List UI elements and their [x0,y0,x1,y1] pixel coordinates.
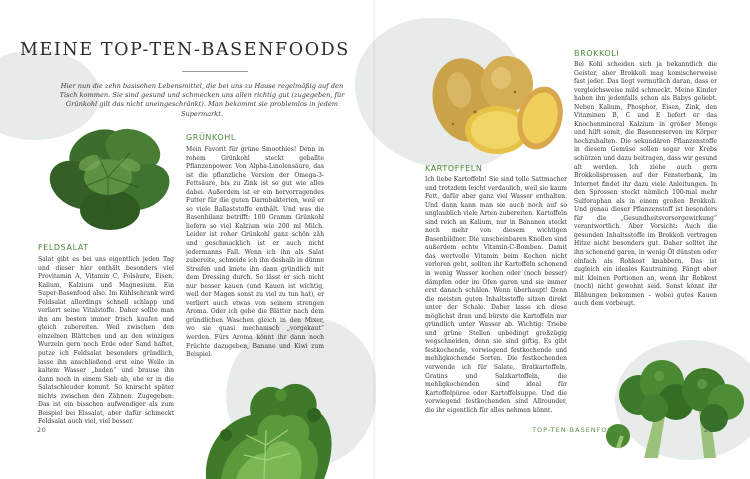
gruenkohl-text: Mein Favorit für grüne Smoothies! Denn in rohem Grünkohl steckt geballte Pflanzenpower. Von Alpha-Linolensäure, das ist die pflanzliche Version der Omega-3-Fettsäure, bis zu Zink ist so gut wie alles dabei. Außerdem ist er ein hervorragendes Futter für die guten Darmbakterien, weil er so viele Ballaststoffe enthält. Und was die Basenbilanz betrifft: 100 Gramm Grünkohl liefern so viel Kalzium wie 200 ml Milch. Leider ist roher Grünkohl ganz schön zäh und geschmacklich ist er auch nicht jedermanns Fall. Wenn ich ihn als Salat zubereite, schneide ich ihn deshalb in dünne Streifen und knete ihn dann gründlich mit dem Dressing durch. So lässt er sich nicht nur besser kauen (und Kauen ist wichtig, weil der Magen sonst zu viel zu tun hat), er verliert auch etwas von seinem strengen Aroma. Oder ich gebe die Blätter nach dem gründlichen Waschen gleich in den Mixer, wo sie quasi mechanisch „vorgekaut“ werden. Fürs Aroma könnt ihr dann noch Früchte dazugeben, Banane und Kiwi zum Beispiel. [186,146,324,359]
feldsalat-image [38,115,178,240]
gruenkohl-heading: GRÜNKOHL [186,133,236,142]
brokkoli-text: Bei Kohl scheiden sich ja bekanntlich die Geister, aber Brokkoli mag komischerweise fast jeder. Das liegt vermutlich daran, dass er vergleichsweise mild schmeckt. Meine Kinder haben ihn jedenfalls schon als Babys geliebt. Neben Kalium, Phosphor, Eisen, Zink, den Vitaminen B, C und E liefert er das Knochenmineral Kalzium in großer Menge und hilft somit, die Basenreserven im Körper hochzuhalten. Die sekundären Pflanzenstoffe in diesem Gemüse sollen sogar vor Krebs schützen und dazu beitragen, dass wir gesund alt werden. Ich ziehe auch gern Brokkolisprossen auf der Fensterbank, im Internet findet ihr dazu viele Anleitungen. In den Sprossen steckt nämlich 100-mal mehr Sulforaphan als in einem großen Brokkoli. Und genau dieser Pflanzenstoff ist besonders für die „Gesundheitsvorsorgewirkung“ verantwortlich. Aber Vorsicht: Auch die gesunden Inhaltsstoffe im Brokkoli vertragen Hitze nicht besonders gut. Daher solltet ihr ihn schonend garen, in wenig Öl dünsten oder einfach als Rohkost knabbern. Das ist zugleich ein ideales Kautraining. Fängt aber mit kleinen Portionen an, wenn ihr Rohkost (noch) nicht gewohnt seid. Sonst könnt ihr Blähungen bekommen – wobei gutes Kauen auch dem vorbeugt. [574,61,717,308]
feldsalat-text: Salat gibt es bei uns eigentlich jeden Tag und dieser hier enthält besonders viel Provitamin A, Vitamin C, Folsäure, Eisen, Kalium, Kalzium und Magnesium. Ein Super-Basenfood also. Im Kühlschrank wird Feldsalat allerdings schnell schlapp und verliert seine Vitalstoffe. Daher sollte man ihn am besten immer frisch kaufen und gleich zubereiten. Weil zwischen den einzelnen Blättchen und an den winzigen Wurzeln gern noch Erde oder Sand haftet, putze ich Feldsalat besonders gründlich, lasse ihn anschließend erst eine Weile in kaltem Wasser „baden“ und brause ihn dann noch in einem Sieb ab, ehe er in die Salatschleuder kommt. So knirscht später nichts zwischen den Zähnen. Zugegeben: Das ist ein bisschen aufwendiger als zum Beispiel bei Eissalat, aber dafür schmeckt Feldsalat auch viel, viel besser. [38,256,174,424]
page-number-left: 20 [37,426,47,434]
gruenkohl-image [196,375,336,479]
brokkoli-image [604,340,750,460]
feldsalat-heading: FELDSALAT [38,243,89,252]
intro-text: Hier nun die zehn basischen Lebensmittel, die bei uns zu Hause regelmäßig auf den Tisch kommen. Sie sind gesund und schmecken uns allen richtig gut (zugegeben, für Grünkohl gilt das nicht uneingeschränkt). Man bekommt sie problemlos in jedem Supermarkt. [59,82,345,118]
page-title: MEINE TOP-TEN-BASENFOODS [20,40,350,60]
title-divider [182,71,248,72]
kartoffeln-heading: KARTOFFELN [425,164,483,173]
brokkoli-heading: BROKKOLI [574,49,620,58]
kartoffeln-text: Ich liebe Kartoffeln! Sie sind tolle Sattmacher und trotzdem leicht verdaulich, weil sie kaum Fett, dafür aber ganz viel Wasser enthalten. Und dann kann man sie auch noch auf so unglaublich viele Arten zubereiten. Kartoffeln sind reich an Kalium, nur in Bananen steckt noch mehr von diesem wichtigen Basenbildner. Die unscheinbaren Knollen sind außerdem echte Vitamin-C-Bomben. Damit das wertvolle Vitamin beim Kochen nicht verloren geht, sollten ihr Kartoffeln schonend in wenig Wasser kochen oder (noch besser) dämpfen oder im Ofen garen und sie immer erst danach schälen. Wenn überhaupt! Denn die meisten guten Inhaltsstoffe sitzen direkt unter der Schale. Daher lasse ich diese möglichst dran und bürste die Kartoffeln nur gründlich unter Wasser ab. Wichtig: Triebe und grüne Stellen unbedingt großzügig wegschneiden, denn sie sind giftig. Es gibt festkochende, vorwiegend festkochende und mehligkochende Sorten. Die festkochenden verwende ich für Salate, Bratkartoffeln, Gratins und Salzkartoffeln, die mehligkochenden sind ideal für Kartoffelpüree oder Kartoffelsuppe. Und die vorwiegend festkochenden sind Allrounder, die ihr eigentlich für alles nehmen könnt. [425,176,567,414]
page-number-right: 21 [704,426,714,434]
running-head: TOP-TEN-BASENFOODS [532,426,625,434]
page-gutter [373,0,377,479]
kartoffeln-image [425,52,570,157]
